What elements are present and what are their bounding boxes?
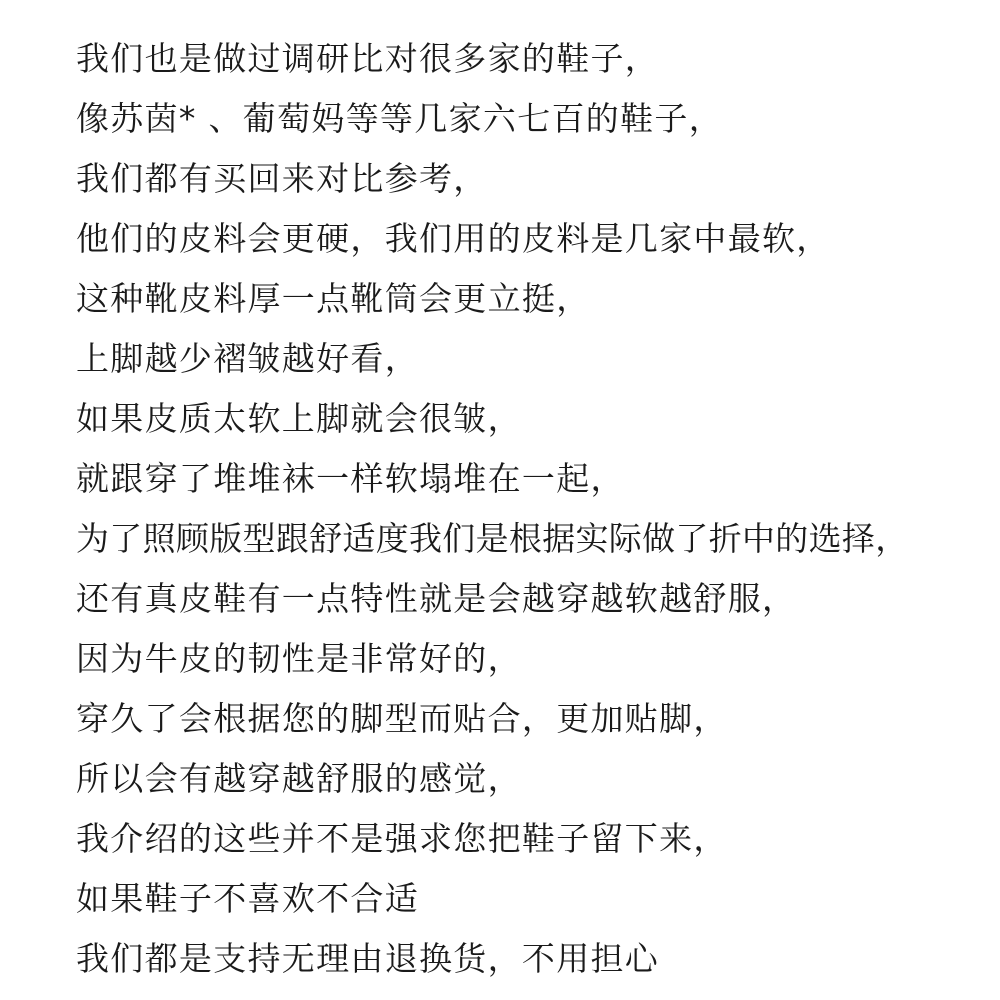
text-line: 就跟穿了堆堆袜一样软塌堆在一起， xyxy=(76,459,625,498)
text-line: 所以会有越穿越舒服的感觉， xyxy=(76,759,522,798)
text-line: 如果鞋子不喜欢不合适 xyxy=(76,879,419,918)
text-line: 我们都有买回来对比参考， xyxy=(76,159,488,198)
text-line: 上脚越少褶皱越好看， xyxy=(76,339,419,378)
text-line: 我们也是做过调研比对很多家的鞋子， xyxy=(76,39,660,78)
text-line: 像苏茵* 、葡萄妈等等几家六七百的鞋子， xyxy=(76,99,723,138)
text-line: 这种靴皮料厚一点靴筒会更立挺， xyxy=(76,279,591,318)
text-line: 我介绍的这些并不是强求您把鞋子留下来， xyxy=(76,819,728,858)
document-body xyxy=(76,37,996,997)
text-line: 还有真皮鞋有一点特性就是会越穿越软越舒服， xyxy=(76,579,797,618)
text-line: 我们都是支持无理由退换货，不用担心 xyxy=(76,939,660,978)
text-line: 为了照顾版型跟舒适度我们是根据实际做了折中的选择， xyxy=(76,519,909,558)
text-line: 他们的皮料会更硬，我们用的皮料是几家中最软， xyxy=(76,219,831,258)
text-line: 因为牛皮的韧性是非常好的， xyxy=(76,639,522,678)
text-line: 如果皮质太软上脚就会很皱， xyxy=(76,399,522,438)
text-line: 穿久了会根据您的脚型而贴合，更加贴脚， xyxy=(76,699,728,738)
